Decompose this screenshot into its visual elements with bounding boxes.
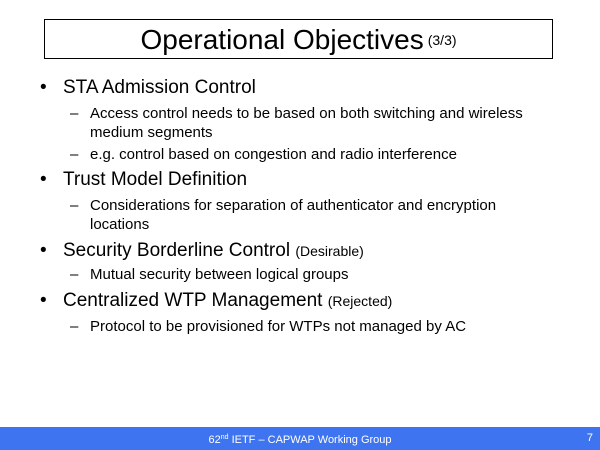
bullet-marker: • <box>40 169 47 190</box>
sub-bullet-marker: – <box>70 105 79 122</box>
footer-ordinal-number: 62 <box>208 434 221 446</box>
bullet-note: (Rejected) <box>327 293 393 309</box>
bullet-note: (Desirable) <box>295 243 364 259</box>
bullet-text: Security Borderline Control <box>63 240 291 261</box>
bullet-item <box>40 77 256 99</box>
bullet-marker: • <box>40 240 47 261</box>
bullet-text: STA Admission Control <box>63 77 256 98</box>
bullet-item <box>40 169 247 191</box>
sub-bullet-text: Mutual security between logical groups <box>90 266 349 283</box>
footer-caption <box>0 431 600 447</box>
sub-bullet-text: e.g. control based on congestion and radio interference <box>90 146 457 163</box>
footer-ordinal-suffix: nd <box>220 434 229 441</box>
sub-bullet-item <box>70 196 550 234</box>
sub-bullet-marker: – <box>70 197 79 214</box>
sub-bullet-text: Access control needs to be based on both switching and wireless medium segments <box>90 105 523 141</box>
bullet-marker: • <box>40 290 47 311</box>
bullet-text: Trust Model Definition <box>63 169 248 190</box>
footer-text: IETF – CAPWAP Working Group <box>228 434 392 446</box>
sub-bullet-item <box>70 104 550 142</box>
sub-bullet-text: Protocol to be provisioned for WTPs not managed by AC <box>90 318 467 335</box>
bullet-marker: • <box>40 77 47 98</box>
sub-bullet-text: Considerations for separation of authenticator and encryption locations <box>90 197 497 233</box>
slide-title-suffix: (3/3) <box>427 32 457 48</box>
bullet-item <box>40 290 392 312</box>
sub-bullet-item <box>70 317 550 336</box>
slide-title: Operational Objectives <box>140 24 424 55</box>
sub-bullet-marker: – <box>70 318 79 335</box>
sub-bullet-item <box>70 265 550 284</box>
slide-footer <box>0 427 600 450</box>
bullet-item <box>40 240 364 262</box>
sub-bullet-marker: – <box>70 266 79 283</box>
sub-bullet-marker: – <box>70 146 79 163</box>
page-number: 7 <box>586 432 593 444</box>
sub-bullet-item <box>70 145 550 164</box>
bullet-text: Centralized WTP Management <box>63 290 323 311</box>
